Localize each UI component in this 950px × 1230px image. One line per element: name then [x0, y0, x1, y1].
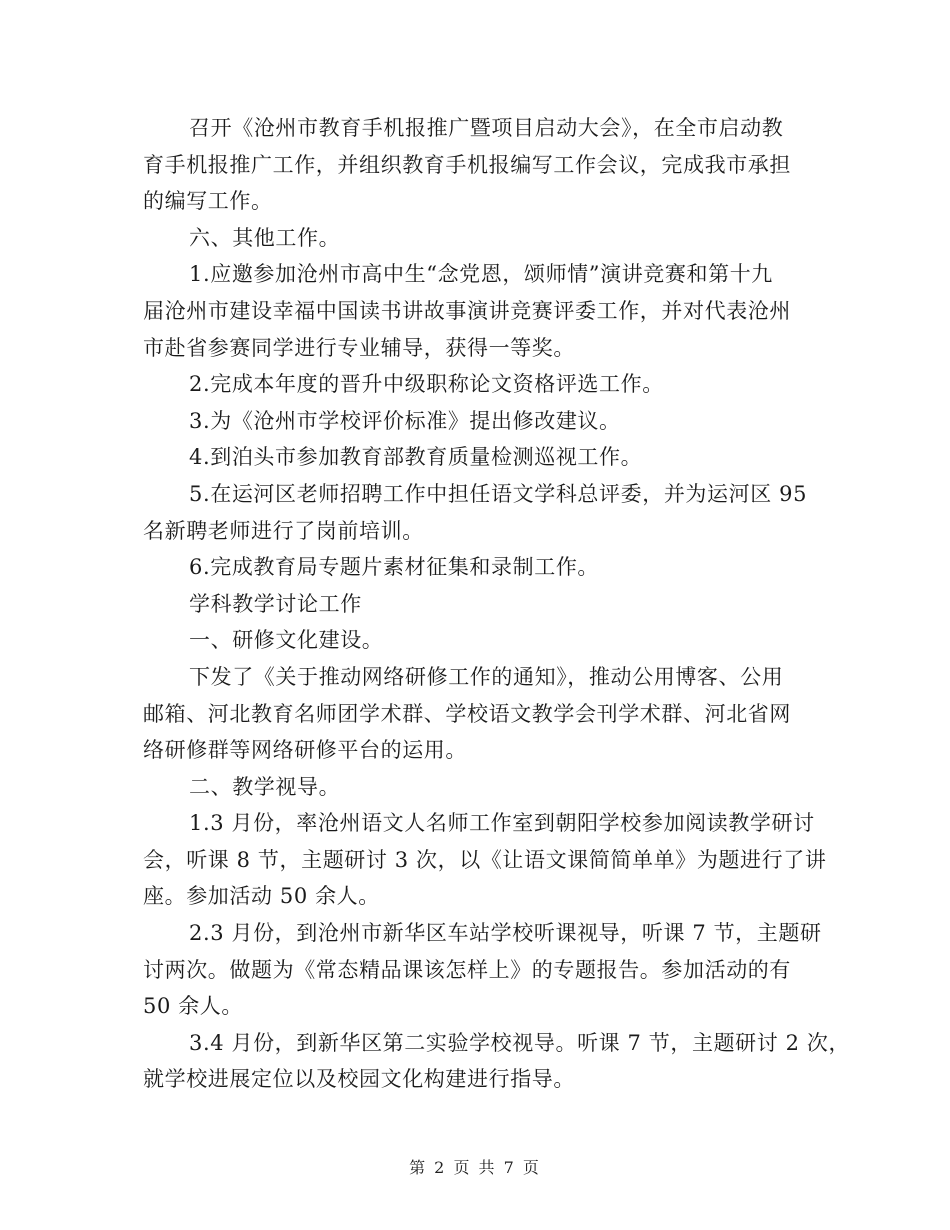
text-line: 座。参加活动 50 余人。: [143, 884, 380, 909]
text-line: 一、研修文化建设。: [189, 628, 384, 653]
text-line: 召开《沧州市教育手机报推广暨项目启动大会》，在全市启动教: [189, 116, 784, 140]
document-body: [143, 110, 851, 1098]
text-line: 六、其他工作。: [189, 225, 341, 250]
text-line: 6.完成教育局专题片素材征集和录制工作。: [189, 555, 600, 580]
text-line: 学科教学讨论工作: [189, 591, 362, 616]
page-footer: 第 2 页 共 7 页: [409, 1158, 541, 1177]
text-line: 届沧州市建设幸福中国读书讲故事演讲竞赛评委工作，并对代表沧州: [143, 298, 791, 323]
text-line: 50 余人。: [143, 994, 243, 1019]
text-line: 1.3 月份，率沧州语文人名师工作室到朝阳学校参加阅读教学研讨: [189, 811, 815, 836]
text-line: 会，听课 8 节，主题研讨 3 次，以《让语文课简简单单》为题进行了讲: [143, 847, 827, 872]
text-line: 邮箱、河北教育名师团学术群、学校语文教学会刊学术群、河北省网: [143, 701, 791, 726]
text-line: 下发了《关于推动网络研修工作的通知》，推动公用博客、公用: [189, 664, 784, 689]
text-line: 就学校进展定位以及校园文化构建进行指导。: [143, 1067, 575, 1092]
text-line: 2.3 月份，到沧州市新华区车站学校听课视导，听课 7 节，主题研: [189, 921, 822, 946]
text-line: 的编写工作。: [143, 189, 273, 214]
text-line: 讨两次。做题为《常态精品课该怎样上》的专题报告。参加活动的有: [143, 957, 791, 982]
text-line: 育手机报推广工作，并组织教育手机报编写工作会议，完成我市承担: [143, 152, 791, 177]
text-line: 名新聘老师进行了岗前培训。: [143, 518, 424, 543]
text-line: 3.4 月份，到新华区第二实验学校视导。听课 7 节，主题研讨 2 次，: [189, 1030, 851, 1055]
text-line: 二、教学视导。: [189, 774, 341, 799]
text-line: 络研修群等网络研修平台的运用。: [143, 738, 467, 763]
text-line: 3.为《沧州市学校评价标准》提出修改建议。: [189, 408, 621, 433]
text-line: 2.完成本年度的晋升中级职称论文资格评选工作。: [189, 372, 664, 397]
text-line: 4.到泊头市参加教育部教育质量检测巡视工作。: [189, 445, 643, 470]
text-line: 市赴省参赛同学进行专业辅导，获得一等奖。: [143, 335, 575, 360]
text-line: 5.在运河区老师招聘工作中担任语文学科总评委，并为运河区 95: [189, 481, 808, 506]
text-line: 1.应邀参加沧州市高中生“念党恩，颂师情”演讲竞赛和第十九: [189, 262, 773, 287]
